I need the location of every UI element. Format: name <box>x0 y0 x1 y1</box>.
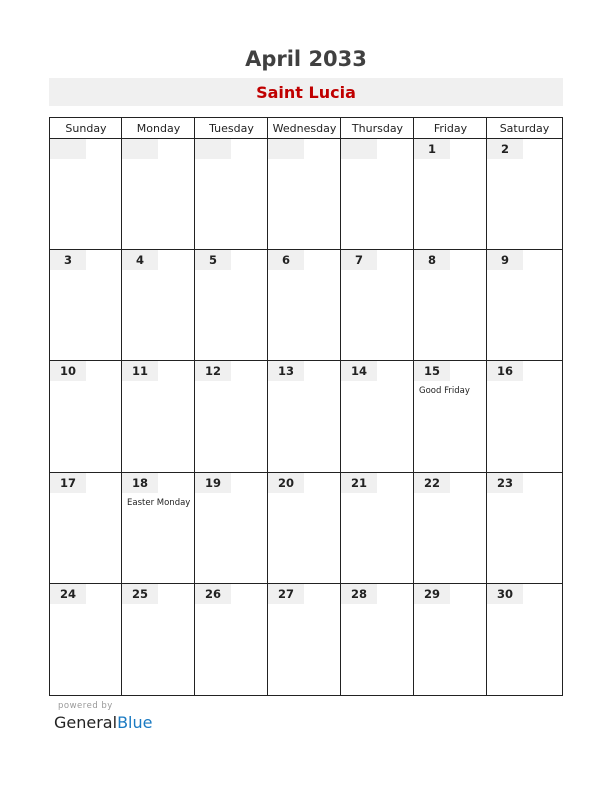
day-number-box <box>341 361 377 381</box>
day-cell[interactable] <box>50 250 121 361</box>
day-number-box <box>122 361 158 381</box>
day-cell[interactable] <box>341 250 413 361</box>
day-number-box <box>195 361 231 381</box>
day-number-box <box>122 139 158 159</box>
day-number-box <box>487 473 523 493</box>
day-number-box <box>268 250 304 270</box>
day-number: 14 <box>350 364 367 379</box>
day-number: 24 <box>59 586 76 601</box>
day-number-box <box>268 584 304 604</box>
day-number: 23 <box>496 475 513 490</box>
day-number-box <box>414 250 450 270</box>
empty-day-cell[interactable] <box>122 139 194 250</box>
empty-day-cell[interactable] <box>268 139 340 250</box>
empty-day-cell[interactable] <box>50 139 121 250</box>
holiday-label: Good Friday <box>419 386 470 397</box>
day-cell[interactable] <box>50 473 121 584</box>
weekday-friday: Friday <box>433 122 468 135</box>
day-number-box <box>414 361 450 381</box>
day-number: 12 <box>204 364 221 379</box>
day-number: 3 <box>63 253 72 268</box>
day-number: 4 <box>135 253 144 268</box>
day-cell[interactable] <box>268 250 340 361</box>
brand-blue: Blue <box>117 713 153 732</box>
country-name: Saint Lucia <box>256 83 356 102</box>
brand-general: General <box>54 713 118 732</box>
day-cell[interactable] <box>487 250 561 361</box>
day-cell[interactable] <box>487 361 561 472</box>
day-number: 13 <box>277 364 294 379</box>
day-number-box <box>341 139 377 159</box>
day-cell[interactable] <box>414 139 486 250</box>
day-cell[interactable] <box>195 361 267 472</box>
calendar-grid <box>49 117 563 696</box>
day-number: 22 <box>423 475 440 490</box>
empty-day-cell[interactable] <box>195 139 267 250</box>
weekday-sunday: Sunday <box>65 122 107 135</box>
day-number-box <box>195 473 231 493</box>
day-cell[interactable] <box>122 250 194 361</box>
day-cell[interactable] <box>487 139 561 250</box>
day-number-box <box>268 361 304 381</box>
day-number-box <box>268 139 304 159</box>
empty-day-cell[interactable] <box>341 139 413 250</box>
day-number: 1 <box>427 142 436 156</box>
day-number-box <box>195 250 231 270</box>
day-cell[interactable] <box>195 473 267 584</box>
day-number: 11 <box>131 364 148 379</box>
weekday-monday: Monday <box>136 122 181 135</box>
day-number: 27 <box>277 586 294 601</box>
day-number: 30 <box>496 586 513 601</box>
weekday-wednesday: Wednesday <box>272 122 337 135</box>
day-number-box <box>268 473 304 493</box>
weekday-tuesday: Tuesday <box>209 122 254 135</box>
day-cell[interactable] <box>122 584 194 695</box>
day-number: 10 <box>59 364 76 379</box>
day-number: 20 <box>277 475 294 490</box>
country-banner <box>49 78 563 106</box>
day-cell[interactable] <box>122 473 194 584</box>
day-number-box <box>487 139 523 159</box>
day-number-box <box>50 473 86 493</box>
day-cell[interactable] <box>487 473 561 584</box>
day-number-box <box>487 361 523 381</box>
day-number-box <box>341 473 377 493</box>
day-number-box <box>50 250 86 270</box>
day-number-box <box>487 250 523 270</box>
day-cell[interactable] <box>195 584 267 695</box>
day-number: 18 <box>131 475 148 490</box>
day-number: 15 <box>423 364 440 379</box>
day-number: 28 <box>350 586 367 601</box>
day-number-box <box>122 473 158 493</box>
day-cell[interactable] <box>341 473 413 584</box>
day-number: 29 <box>423 586 440 601</box>
day-number-box <box>50 139 86 159</box>
day-number: 6 <box>281 253 290 268</box>
day-number: 8 <box>427 253 436 268</box>
day-number-box <box>122 250 158 270</box>
powered-by-label: powered by <box>58 701 113 711</box>
day-number-box <box>195 584 231 604</box>
day-number: 21 <box>350 475 367 490</box>
day-cell[interactable] <box>50 584 121 695</box>
weekday-saturday: Saturday <box>499 122 550 135</box>
day-number-box <box>414 473 450 493</box>
day-number: 25 <box>131 586 148 601</box>
day-cell[interactable] <box>414 584 486 695</box>
day-cell[interactable] <box>414 361 486 472</box>
day-number: 26 <box>204 586 221 601</box>
day-cell[interactable] <box>50 361 121 472</box>
generalblue-logo[interactable] <box>54 713 152 732</box>
day-number-box <box>414 139 450 159</box>
day-cell[interactable] <box>414 473 486 584</box>
day-cell[interactable] <box>195 250 267 361</box>
day-number-box <box>122 584 158 604</box>
day-number: 2 <box>500 142 509 156</box>
day-number-box <box>341 584 377 604</box>
day-number-box <box>487 584 523 604</box>
day-cell[interactable] <box>341 361 413 472</box>
day-cell[interactable] <box>414 250 486 361</box>
calendar-title: April 2033 <box>245 47 367 71</box>
day-cell[interactable] <box>268 584 340 695</box>
day-number-box <box>341 250 377 270</box>
weekday-thursday: Thursday <box>351 122 404 135</box>
day-number-box <box>195 139 231 159</box>
day-number-box <box>414 584 450 604</box>
day-number-box <box>50 584 86 604</box>
day-cell[interactable] <box>341 584 413 695</box>
day-number: 16 <box>496 364 513 379</box>
day-cell[interactable] <box>268 361 340 472</box>
day-number: 19 <box>204 475 221 490</box>
day-cell[interactable] <box>122 361 194 472</box>
day-number: 9 <box>500 253 509 268</box>
day-number: 17 <box>59 475 76 490</box>
holiday-label: Easter Monday <box>127 497 191 508</box>
day-cell[interactable] <box>268 473 340 584</box>
day-number: 5 <box>208 253 217 268</box>
day-number-box <box>50 361 86 381</box>
day-number: 7 <box>354 253 363 268</box>
day-cell[interactable] <box>487 584 561 695</box>
